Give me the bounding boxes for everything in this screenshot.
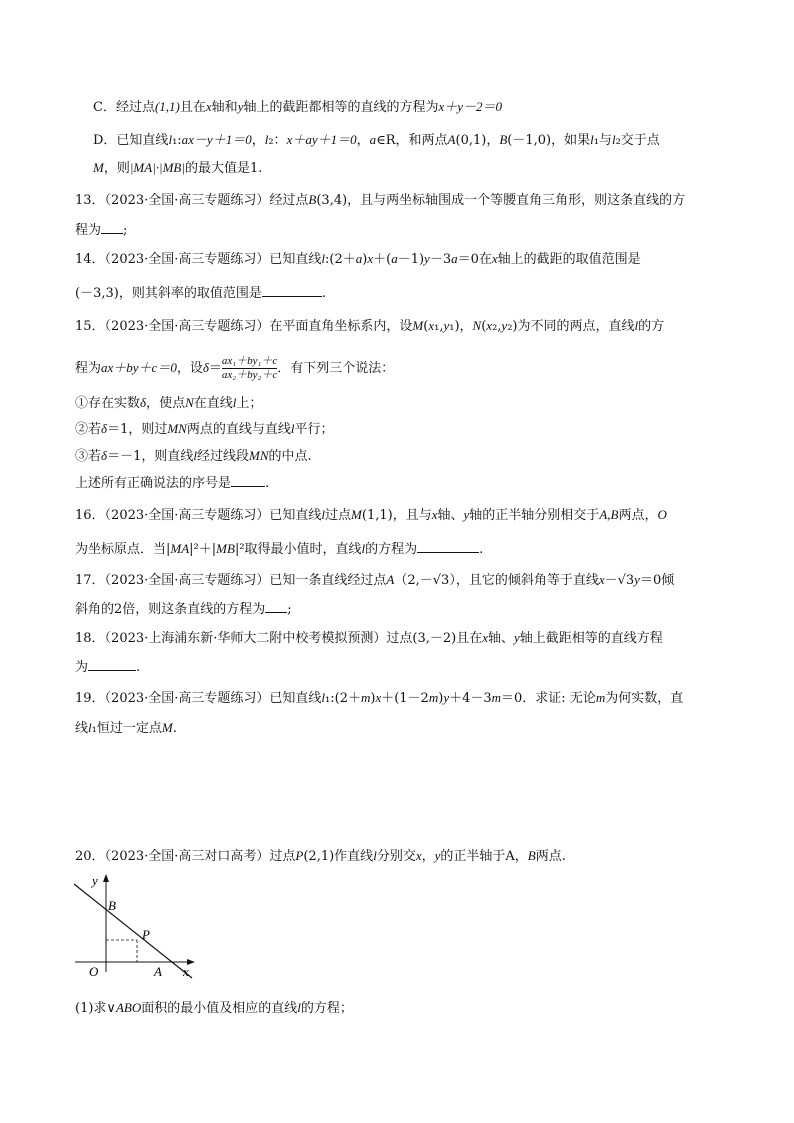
option-d-line2: M，则|MA|·|MB|的最大值是1.: [93, 160, 263, 176]
q15-item2: ②若δ＝1，则过MN两点的直线与直线l平行；: [75, 421, 334, 437]
q15-item3: ③若δ＝－1，则直线l经过线段MN的中点.: [75, 448, 312, 464]
option-d-line1: D．已知直线l₁:ax－y＋1＝0，l₂：x＋ay＋1＝0，a∈R，和两点A(0,1)，B(－1,0)，如果l₁与l₂交于点: [93, 132, 660, 148]
q14-line2: (－3,3)，则其斜率的取值范围是 .: [75, 282, 326, 304]
label-y: y: [92, 873, 98, 888]
q20-line1: 20．（2023·全国·高三对口高考）过点P(2,1)作直线l分别交x，y的正半轴于A，B两点.: [75, 848, 566, 864]
q15-line6: 上述所有正确说法的序号是 .: [75, 472, 269, 494]
q15-item1: ①存在实数δ，使点N在直线l上；: [75, 395, 263, 411]
label-O: O: [89, 964, 99, 979]
q18-line2: 为 .: [75, 656, 140, 678]
q15-line1: 15．（2023·全国·高三专题练习）在平面直角坐标系内，设M(x₁,y₁)，N(x₂,y₂)为不同的两点，直线l的方: [75, 318, 665, 334]
label-x: x: [183, 964, 189, 979]
label-P: P: [142, 927, 150, 942]
q20-part1: (1)求∨ABO面积的最小值及相应的直线l的方程；: [75, 1000, 353, 1016]
option-c: C．经过点(1,1)且在x轴和y轴上的截距都相等的直线的方程为x＋y－2＝0: [93, 99, 503, 115]
q15-line2: 程为ax＋by＋c＝0，设δ＝ $\frac{\text{ax₁＋by₁＋c}}{\text{ax₂＋by₂＋c}}$ ．有下列三个说法：: [75, 355, 395, 381]
q13-line2: 程为 ;: [75, 219, 127, 241]
q14-line1: 14．（2023·全国·高三专题练习）已知直线l:(2＋a)x＋(a－1)y－3a＝0在x轴上的截距的取值范围是: [75, 251, 641, 267]
q19-line1: 19．（2023·全国·高三专题练习）已知直线l₁:(2＋m)x＋(1－2m)y＋4－3m＝0．求证: 无论m为何实数，直: [75, 690, 684, 706]
q13-line1: 13．（2023·全国·高三专题练习）经过点B(3,4)，且与两坐标轴围成一个等腰直角三角形，则这条直线的方: [75, 192, 686, 208]
label-A: A: [154, 964, 162, 979]
q16-line1: 16．（2023·全国·高三专题练习）已知直线l过点M(1,1)，且与x轴、y轴的正半轴分别相交于A,B两点，O: [75, 507, 667, 523]
y-axis-arrow: [103, 874, 109, 882]
q17-line2: 斜角的2倍，则这条直线的方程为 ;: [75, 598, 292, 620]
q19-line2: 线l₁恒过一定点M.: [75, 720, 177, 736]
label-B: B: [108, 898, 116, 913]
q16-line2: 为坐标原点．当|MA|²＋|MB|²取得最小值时，直线l的方程为 .: [75, 538, 483, 560]
q17-line1: 17．（2023·全国·高三专题练习）已知一条直线经过点A（2,－√3），且它的倾斜角等于直线x－√3y＝0倾: [75, 572, 675, 588]
coordinate-figure: [70, 872, 200, 982]
q18-line1: 18．（2023·上海浦东新·华师大二附中校考模拟预测）过点(3,－2)且在x轴、y轴上截距相等的直线方程: [75, 630, 663, 646]
